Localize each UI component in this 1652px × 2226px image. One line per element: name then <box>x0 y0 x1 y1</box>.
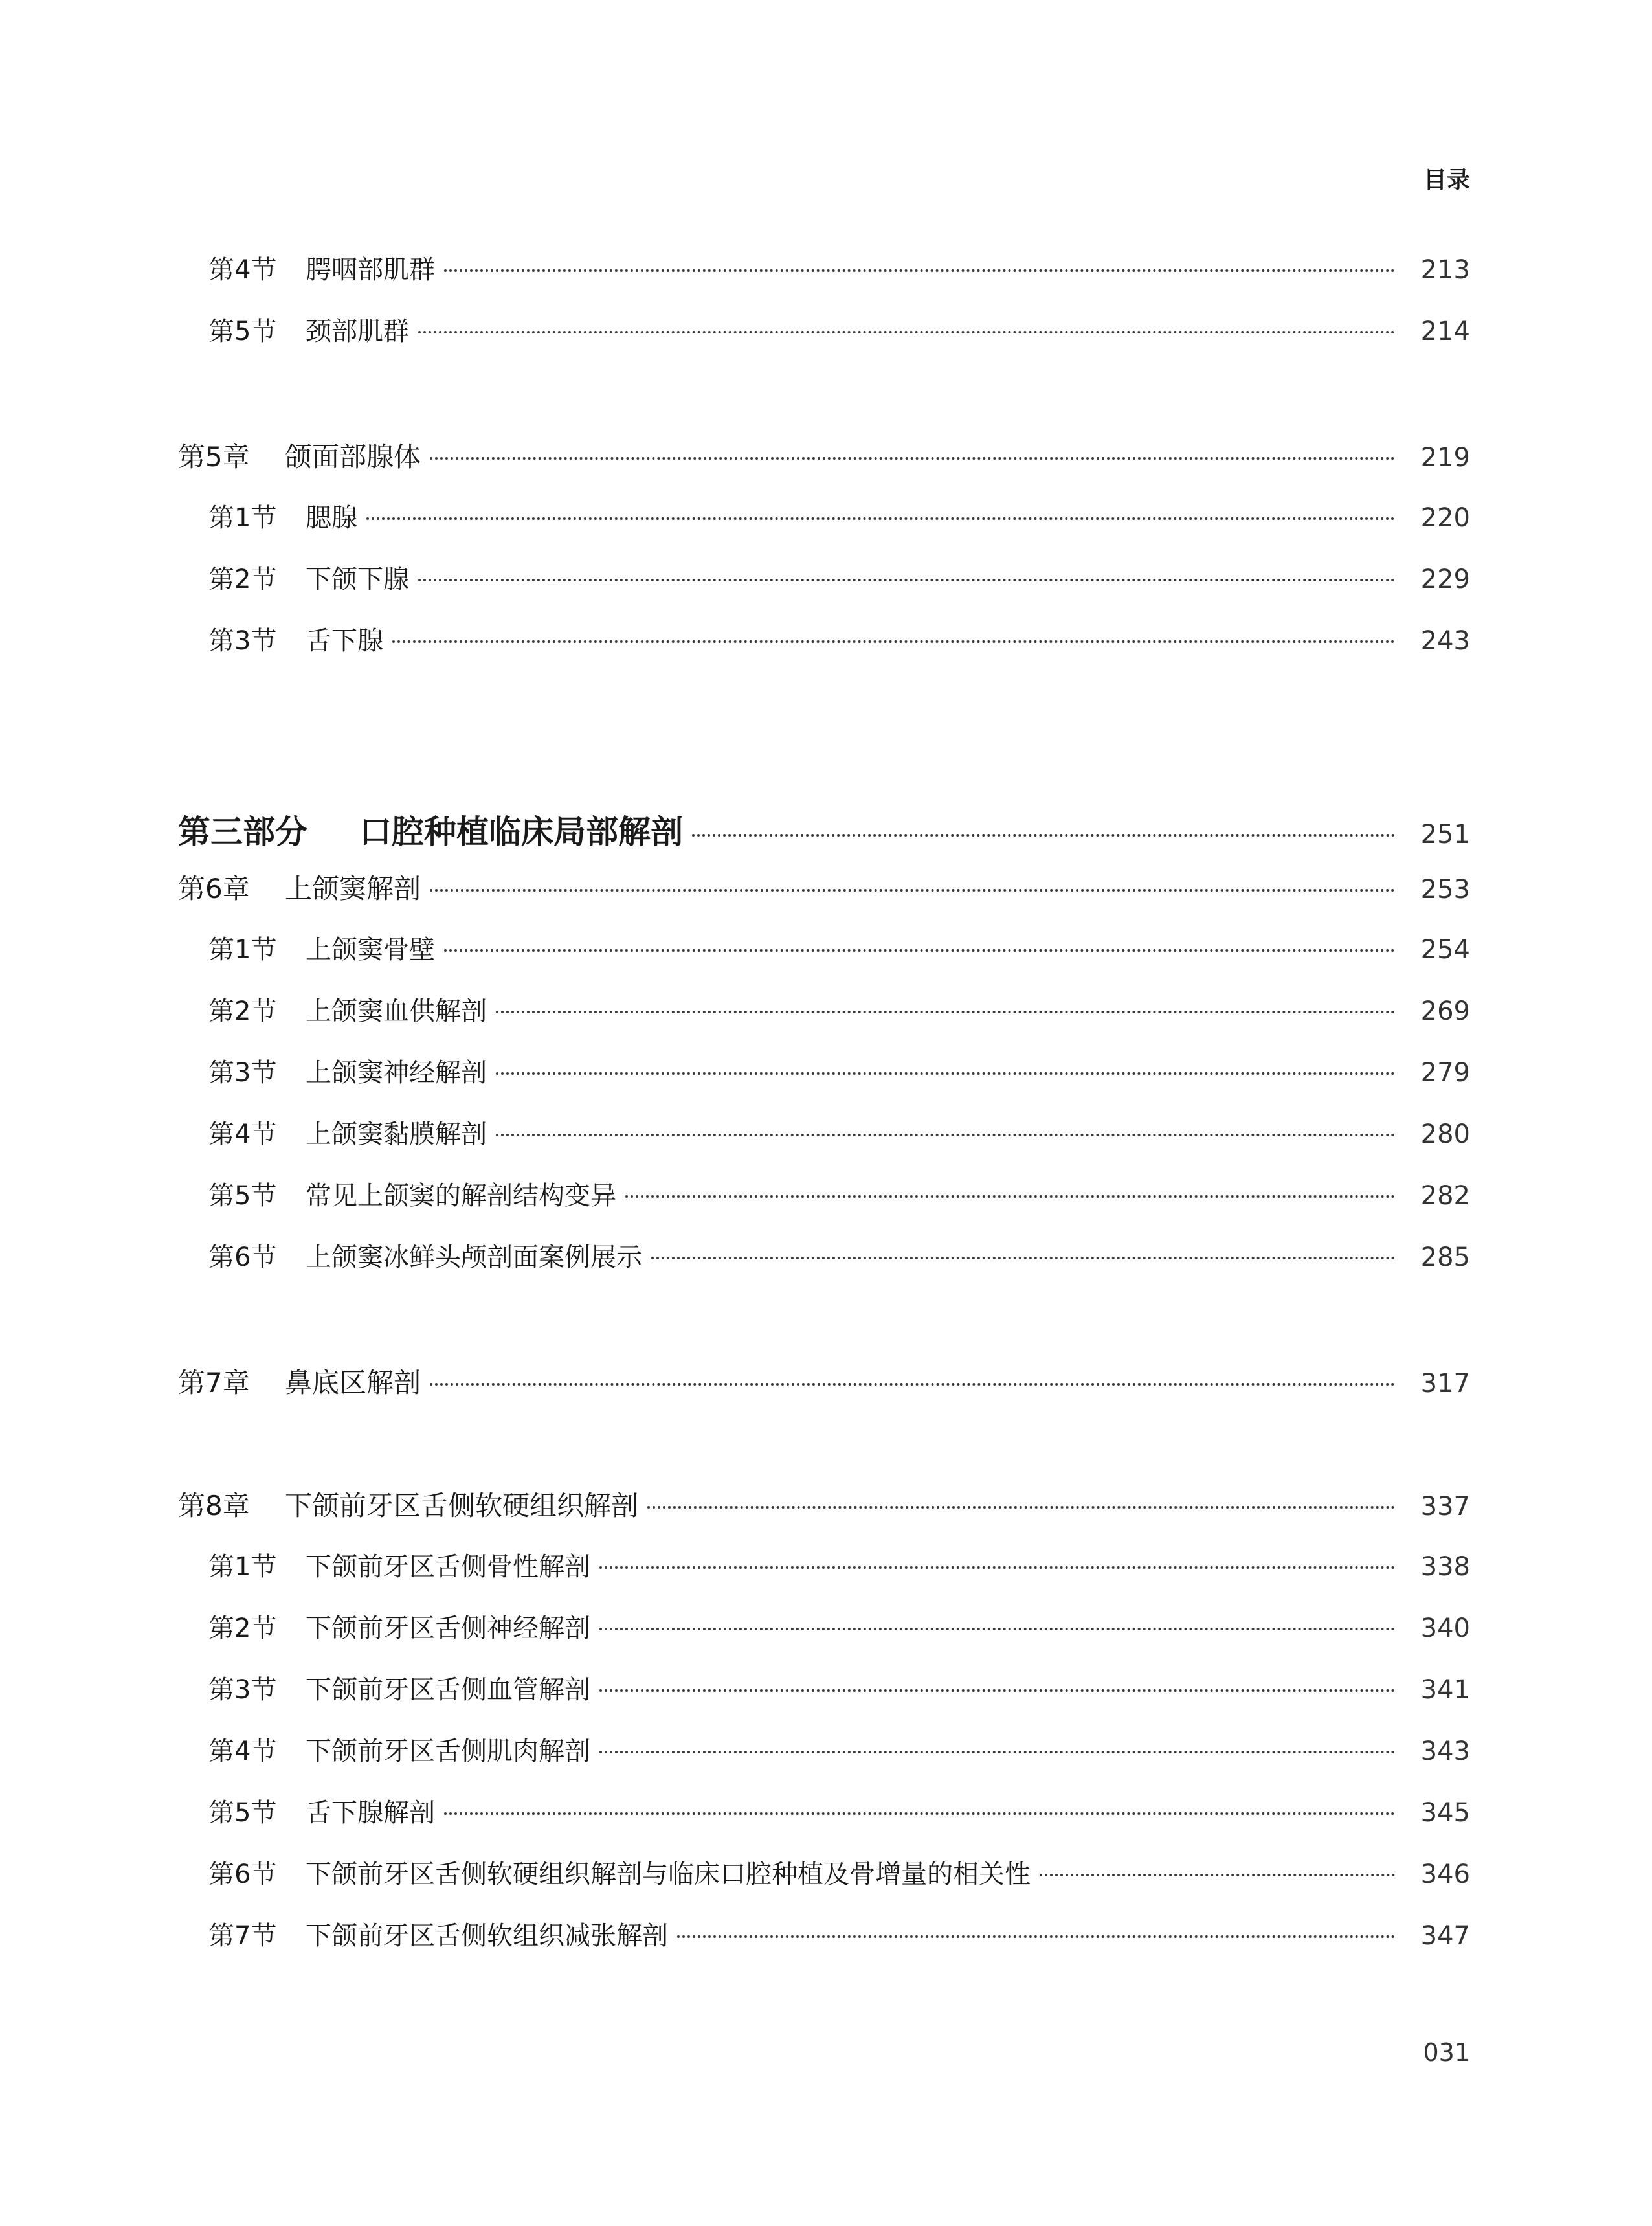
dot-leader <box>599 1751 1395 1753</box>
toc-entry-section[interactable] <box>208 1669 1470 1706</box>
entry-page: 341 <box>1420 1675 1470 1705</box>
entry-label: 第1节 <box>208 503 277 533</box>
toc-entry-part[interactable] <box>178 806 1470 853</box>
entry-title: 舌下腺 <box>306 626 383 656</box>
entry-title: 下颌前牙区舌侧血管解剖 <box>306 1675 590 1705</box>
dot-leader <box>599 1566 1395 1569</box>
entry-title: 上颌窦解剖 <box>285 873 421 905</box>
dot-leader <box>651 1257 1395 1259</box>
entry-page: 269 <box>1420 996 1470 1026</box>
toc-entry-section[interactable] <box>208 497 1470 534</box>
entry-page: 220 <box>1420 503 1470 533</box>
dot-leader <box>418 579 1395 581</box>
entry-page: 337 <box>1420 1492 1470 1522</box>
entry-label: 第5章 <box>178 441 250 473</box>
entry-title: 下颌前牙区舌侧肌肉解剖 <box>306 1737 590 1766</box>
dot-leader <box>1040 1874 1395 1876</box>
entry-page: 345 <box>1420 1798 1470 1828</box>
entry-page: 253 <box>1420 875 1470 905</box>
entry-label: 第6节 <box>208 1242 277 1272</box>
dot-leader <box>599 1628 1395 1630</box>
entry-title: 口腔种植临床局部解剖 <box>359 813 683 851</box>
entry-label: 第1节 <box>208 935 277 965</box>
toc-entry-section[interactable] <box>208 1854 1470 1891</box>
entry-label: 第三部分 <box>178 813 307 851</box>
toc-entry-section[interactable] <box>208 311 1470 348</box>
entry-title: 上颌窦神经解剖 <box>306 1058 487 1088</box>
entry-page: 279 <box>1420 1058 1470 1088</box>
entry-label: 第7章 <box>178 1367 250 1399</box>
entry-page: 243 <box>1420 626 1470 656</box>
entry-page: 346 <box>1420 1860 1470 1889</box>
entry-page: 251 <box>1420 820 1470 849</box>
entry-label: 第3节 <box>208 626 277 656</box>
dot-leader <box>692 834 1395 837</box>
entry-page: 340 <box>1420 1613 1470 1643</box>
toc-entry-section[interactable] <box>208 1175 1470 1212</box>
entry-page: 229 <box>1420 565 1470 594</box>
dot-leader <box>625 1195 1395 1198</box>
dot-leader <box>418 331 1395 333</box>
toc-entry-section[interactable] <box>208 929 1470 966</box>
entry-title: 舌下腺解剖 <box>306 1798 435 1828</box>
dot-leader <box>392 640 1395 643</box>
toc-entry-section[interactable] <box>208 1114 1470 1151</box>
entry-label: 第3节 <box>208 1058 277 1088</box>
entry-page: 282 <box>1420 1181 1470 1211</box>
entry-page: 254 <box>1420 935 1470 965</box>
dot-leader <box>444 269 1395 272</box>
entry-label: 第6章 <box>178 873 250 905</box>
entry-title: 下颌前牙区舌侧神经解剖 <box>306 1613 590 1643</box>
toc-entry-chapter[interactable] <box>178 1362 1470 1400</box>
dot-leader <box>647 1506 1395 1509</box>
toc-entry-section[interactable] <box>208 1608 1470 1645</box>
dot-leader <box>366 517 1395 520</box>
entry-label: 第4节 <box>208 1737 277 1766</box>
dot-leader <box>496 1011 1395 1013</box>
entry-title: 下颌前牙区舌侧骨性解剖 <box>306 1552 590 1582</box>
entry-title: 上颌窦血供解剖 <box>306 996 487 1026</box>
entry-title: 下颌下腺 <box>306 565 409 594</box>
entry-title: 腮腺 <box>306 503 357 533</box>
entry-title: 鼻底区解剖 <box>285 1367 421 1399</box>
entry-title: 颈部肌群 <box>306 317 409 346</box>
toc-entry-chapter[interactable] <box>178 868 1470 906</box>
dot-leader <box>444 1812 1395 1815</box>
entry-label: 第2节 <box>208 996 277 1026</box>
entry-label: 第2节 <box>208 1613 277 1643</box>
toc-entry-section[interactable] <box>208 559 1470 596</box>
toc-entry-section[interactable] <box>208 1237 1470 1274</box>
entry-page: 285 <box>1420 1242 1470 1272</box>
entry-label: 第3节 <box>208 1675 277 1705</box>
toc-entry-section[interactable] <box>208 1915 1470 1952</box>
entry-label: 第5节 <box>208 1798 277 1828</box>
entry-title: 下颌前牙区舌侧软组织减张解剖 <box>306 1921 668 1951</box>
toc-entry-chapter[interactable] <box>178 436 1470 475</box>
entry-title: 下颌前牙区舌侧软硬组织解剖 <box>285 1490 639 1522</box>
entry-title: 上颌窦骨壁 <box>306 935 435 965</box>
entry-label: 第6节 <box>208 1860 277 1889</box>
entry-page: 280 <box>1420 1119 1470 1149</box>
dot-leader <box>430 1383 1395 1386</box>
entry-title: 下颌前牙区舌侧软硬组织解剖与临床口腔种植及骨增量的相关性 <box>306 1860 1031 1889</box>
toc-entry-section[interactable] <box>208 1731 1470 1768</box>
entry-page: 317 <box>1420 1369 1470 1399</box>
dot-leader <box>496 1134 1395 1136</box>
toc-entry-chapter[interactable] <box>178 1485 1470 1523</box>
toc-entry-section[interactable] <box>208 1052 1470 1089</box>
toc-entry-section[interactable] <box>208 1546 1470 1583</box>
toc-entry-section[interactable] <box>208 991 1470 1028</box>
page-header: 目录 <box>1423 167 1470 194</box>
entry-page: 343 <box>1420 1737 1470 1766</box>
entry-page: 347 <box>1420 1921 1470 1951</box>
dot-leader <box>496 1072 1395 1075</box>
dot-leader <box>599 1689 1395 1692</box>
entry-page: 214 <box>1420 317 1470 346</box>
dot-leader <box>444 949 1395 952</box>
entry-page: 213 <box>1420 255 1470 285</box>
entry-title: 上颌窦冰鲜头颅剖面案例展示 <box>306 1242 642 1272</box>
entry-label: 第5节 <box>208 317 277 346</box>
toc-entry-section[interactable] <box>208 620 1470 657</box>
entry-label: 第4节 <box>208 1119 277 1149</box>
entry-title: 常见上颌窦的解剖结构变异 <box>306 1181 616 1211</box>
entry-label: 第2节 <box>208 565 277 594</box>
entry-page: 338 <box>1420 1552 1470 1582</box>
toc-entry-section[interactable] <box>208 249 1470 286</box>
entry-label: 第7节 <box>208 1921 277 1951</box>
dot-leader <box>430 457 1395 460</box>
entry-label: 第8章 <box>178 1490 250 1522</box>
entry-label: 第4节 <box>208 255 277 285</box>
entry-page: 219 <box>1420 443 1470 473</box>
dot-leader <box>430 889 1395 892</box>
page-number: 031 <box>1423 2038 1470 2067</box>
dot-leader <box>677 1935 1395 1938</box>
toc-entry-section[interactable] <box>208 1792 1470 1829</box>
entry-label: 第5节 <box>208 1181 277 1211</box>
entry-title: 颌面部腺体 <box>285 441 421 473</box>
entry-title: 上颌窦黏膜解剖 <box>306 1119 487 1149</box>
entry-label: 第1节 <box>208 1552 277 1582</box>
entry-title: 腭咽部肌群 <box>306 255 435 285</box>
